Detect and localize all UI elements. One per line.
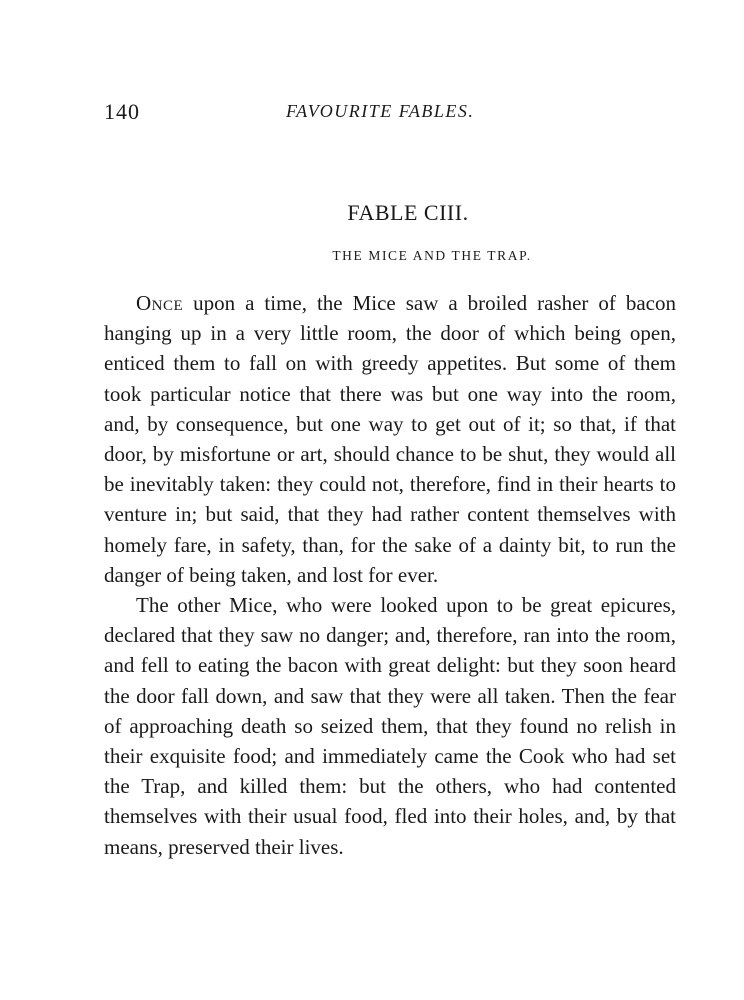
running-head bbox=[104, 99, 682, 129]
paragraph-2-text: The other Mice, who were looked upon to be great epicures, declared that they saw no danger; and, therefore, ran into the room, and fell to eating the bacon with great delight: but they soon heard the door fall down, and saw that they were all taken. Then the fear of approaching death so seized them, that they found no relish in their exquisite food; and immediately came the Cook who had set the Trap, and killed them: but the others, who had contented themselves with their usual food, fled into their holes, and, by that means, preserved their lives. bbox=[104, 593, 676, 859]
fable-title: THE MICE AND THE TRAP. bbox=[332, 248, 532, 263]
paragraph-2 bbox=[104, 590, 676, 862]
paragraph-1-text: upon a time, the Mice saw a broiled rasher of bacon hanging up in a very little room, the door of which being open, enticed them to fall on with greedy appetites. But some of them took particular notice that there was but one way into the room, and, by consequence, but one way to get out of it; so that, if that door, by misfortune or art, should chance to be shut, they would all be inevitably taken: they could not, therefore, find in their hearts to venture in; but said, that they had rather content themselves with homely fare, in safety, than, for the sake of a dainty bit, to run the danger of being taken, and lost for ever. bbox=[104, 291, 676, 587]
paragraph-1-first-word: Once bbox=[136, 291, 184, 315]
running-title: FAVOURITE FABLES. bbox=[286, 101, 475, 121]
fable-body bbox=[104, 288, 676, 862]
paragraph-1 bbox=[104, 288, 676, 590]
fable-number: FABLE CIII. bbox=[347, 200, 469, 225]
page-number: 140 bbox=[104, 99, 140, 124]
